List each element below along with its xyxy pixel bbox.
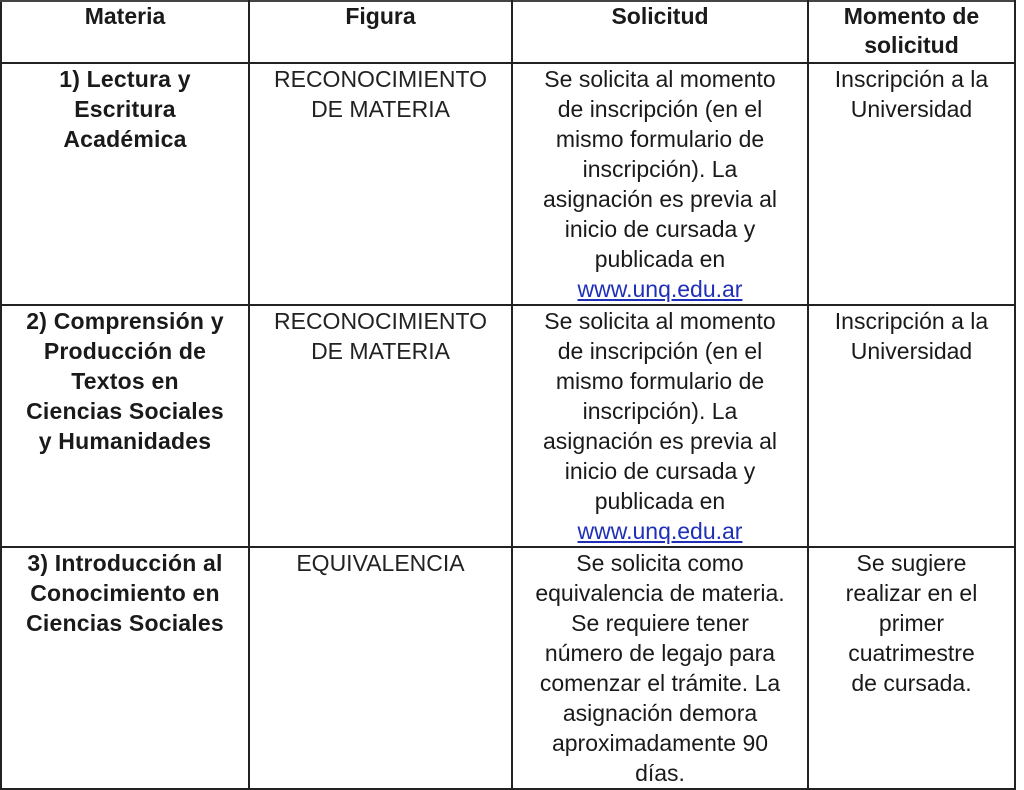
momento-line: Inscripción a la	[834, 308, 989, 334]
header-momento-line: Momento de	[843, 3, 980, 29]
materia-line: Académica	[63, 126, 187, 152]
materia-line: Ciencias Sociales	[26, 398, 224, 424]
solicitud-line: Se solicita al momento	[544, 308, 776, 334]
solicitud-line: comenzar el trámite. La	[539, 670, 781, 696]
momento-line: Universidad	[850, 338, 973, 364]
solicitud-line: asignación es previa al	[543, 186, 777, 212]
momento-line: realizar en el	[845, 580, 978, 606]
cell-figura	[249, 547, 512, 789]
solicitud-line: de inscripción (en el	[557, 96, 763, 122]
solicitud-line: asignación es previa al	[543, 428, 777, 454]
solicitud-line: inicio de cursada y	[564, 216, 756, 242]
solicitud-line: mismo formulario de	[555, 368, 765, 394]
momento-line: de cursada.	[851, 670, 972, 696]
header-momento	[808, 1, 1015, 63]
solicitud-line: asignación demora	[562, 700, 758, 726]
header-materia: Materia	[1, 1, 249, 63]
materia-line: Producción de	[43, 338, 207, 364]
solicitud-line: Se solicita como	[576, 550, 744, 576]
solicitud-line: días.	[635, 760, 685, 786]
momento-line: Inscripción a la	[834, 66, 989, 92]
materia-line: Escritura	[74, 96, 176, 122]
momento-line: Se sugiere	[856, 550, 967, 576]
figura-line: DE MATERIA	[311, 338, 450, 364]
cell-solicitud	[512, 63, 808, 305]
solicitud-line: inscripción). La	[582, 398, 738, 424]
momento-line: cuatrimestre	[848, 640, 975, 666]
header-momento-line: solicitud	[864, 32, 959, 58]
materia-line: 1) Lectura y	[59, 66, 191, 92]
solicitud-line: publicada en	[594, 246, 726, 272]
table-row	[1, 305, 1015, 547]
cell-solicitud	[512, 547, 808, 789]
materia-line: 3) Introducción al	[27, 550, 223, 576]
cell-solicitud	[512, 305, 808, 547]
table-header-row	[1, 1, 1015, 63]
cell-momento	[808, 305, 1015, 547]
solicitud-line: Se requiere tener	[571, 610, 749, 636]
cell-materia	[1, 547, 249, 789]
materia-line: Textos en	[71, 368, 179, 394]
solicitud-line: inscripción). La	[582, 156, 738, 182]
solicitud-line: equivalencia de materia.	[535, 580, 785, 606]
solicitud-line: mismo formulario de	[555, 126, 765, 152]
figura-line: EQUIVALENCIA	[296, 550, 465, 576]
unq-link[interactable]: www.unq.edu.ar	[577, 518, 743, 544]
materia-line: y Humanidades	[38, 428, 212, 454]
solicitud-line: de inscripción (en el	[557, 338, 763, 364]
momento-line: Universidad	[850, 96, 973, 122]
unq-link[interactable]: www.unq.edu.ar	[577, 276, 743, 302]
momento-line: primer	[878, 610, 945, 636]
solicitud-line: aproximadamente 90	[551, 730, 769, 756]
cell-figura	[249, 63, 512, 305]
solicitud-line: número de legajo para	[544, 640, 776, 666]
cell-materia	[1, 63, 249, 305]
table-row	[1, 547, 1015, 789]
table-row	[1, 63, 1015, 305]
solicitud-line: Se solicita al momento	[544, 66, 776, 92]
header-solicitud: Solicitud	[512, 1, 808, 63]
materia-line: Ciencias Sociales	[26, 610, 224, 636]
solicitud-line: inicio de cursada y	[564, 458, 756, 484]
cell-momento	[808, 63, 1015, 305]
cell-materia	[1, 305, 249, 547]
figura-line: DE MATERIA	[311, 96, 450, 122]
figura-line: RECONOCIMIENTO	[274, 66, 487, 92]
cell-momento	[808, 547, 1015, 789]
cell-figura	[249, 305, 512, 547]
materia-line: 2) Comprensión y	[26, 308, 224, 334]
solicitud-line: publicada en	[594, 488, 726, 514]
materia-line: Conocimiento en	[30, 580, 220, 606]
figura-line: RECONOCIMIENTO	[274, 308, 487, 334]
header-figura: Figura	[249, 1, 512, 63]
